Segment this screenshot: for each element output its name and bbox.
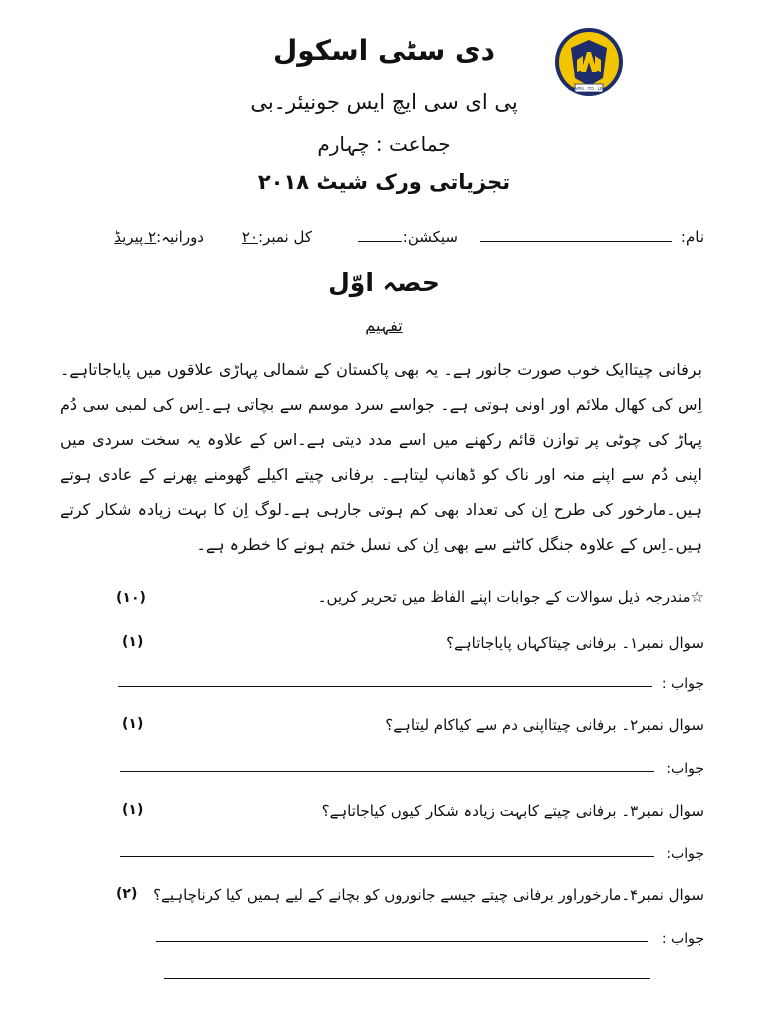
section-subheading: تفہیم (365, 316, 403, 335)
duration-text: دورانیہ: (156, 228, 204, 246)
question-2-marks: (۱) (122, 716, 144, 732)
question-2: سوال نمبر۲۔ برفانی چیتااپنی دم سے کیاکام لیتاہے؟ (385, 716, 704, 734)
answer-3-label: جواب: (666, 846, 704, 862)
answer-1-label: جواب : (661, 676, 704, 692)
question-4-marks: (۲) (116, 886, 138, 902)
info-row (0, 228, 768, 252)
total-marks-label (242, 228, 312, 246)
section-line[interactable] (358, 241, 402, 242)
answer-2-label: جواب: (666, 761, 704, 777)
class-line: جماعت : چہارم (317, 132, 451, 156)
section-heading: حصہ اوّل (328, 268, 440, 297)
worksheet-title: تجزیاتی ورک شیٹ ۲۰۱۸ (257, 170, 511, 194)
instructions-marks: (۱۰) (116, 590, 146, 606)
question-3-marks: (۱) (122, 802, 144, 818)
answer-3-line[interactable] (120, 856, 654, 857)
instructions: ☆مندرجہ ذیل سوالات کے جوابات اپنے الفاظ میں تحریر کریں۔ (317, 588, 704, 606)
section-label: سیکشن: (402, 228, 458, 246)
answer-2-line[interactable] (120, 771, 654, 772)
logo-motto: LEARN . TO . LEAD (568, 86, 610, 91)
name-line[interactable] (480, 241, 672, 242)
question-4: سوال نمبر۴۔مارخوراور برفانی چیتے جیسے جانوروں کو بچانے کے لیے ہمیں کیا کرناچاہیے؟ (153, 886, 704, 904)
name-label: نام: (680, 228, 704, 246)
duration-value: ۲ پیریڈ (114, 228, 157, 246)
comprehension-passage: برفانی چیتاایک خوب صورت جانور ہے۔ یہ بھی پاکستان کے شمالی پہاڑی علاقوں میں پایاجاتاہے۔اِس کی کھال ملائم اور اونی ہوتی ہے۔ جواسے سرد موسم سے بچاتی ہے۔اِس کی لمبی سی دُم پہاڑ کی چوٹی پر توازن قائم رکھنے میں اسے مدد دیتی ہے۔اس کے علاوہ یہ سخت سردی میں اپنی دُم سے اپنے منہ اور ناک کو ڈھانپ لیتاہے۔ برفانی چیتے اکیلے گھومنے پھرنے کے عادی ہوتے ہیں۔مارخور کی طرح اِن کی تعداد بھی کم ہوتی جارہی ہے۔لوگ اِن کا بہت زیادہ شکار کرتے ہیں۔اِس کے علاوہ جنگل کاٹنے سے بھی اِن کی نسل ختم ہونے کا خطرہ ہے۔ (60, 360, 702, 554)
branch-name: پی ای سی ایچ ایس جونیئر۔بی (250, 90, 518, 114)
duration-label (114, 228, 204, 246)
answer-4-line-2[interactable] (164, 978, 650, 979)
answer-4-label: جواب : (661, 931, 704, 947)
answer-4-line[interactable] (156, 941, 648, 942)
question-1: سوال نمبر۱۔ برفانی چیتاکہاں پایاجاتاہے؟ (446, 634, 704, 652)
total-marks-text: کل نمبر: (258, 228, 312, 246)
total-marks-value: ۲۰ (241, 228, 259, 246)
question-1-marks: (۱) (122, 634, 144, 650)
question-3: سوال نمبر۳۔ برفانی چیتے کابہت زیادہ شکار کیوں کیاجاتاہے؟ (321, 802, 704, 820)
school-name: دی سٹی اسکول (272, 34, 496, 67)
answer-1-line[interactable] (118, 686, 652, 687)
